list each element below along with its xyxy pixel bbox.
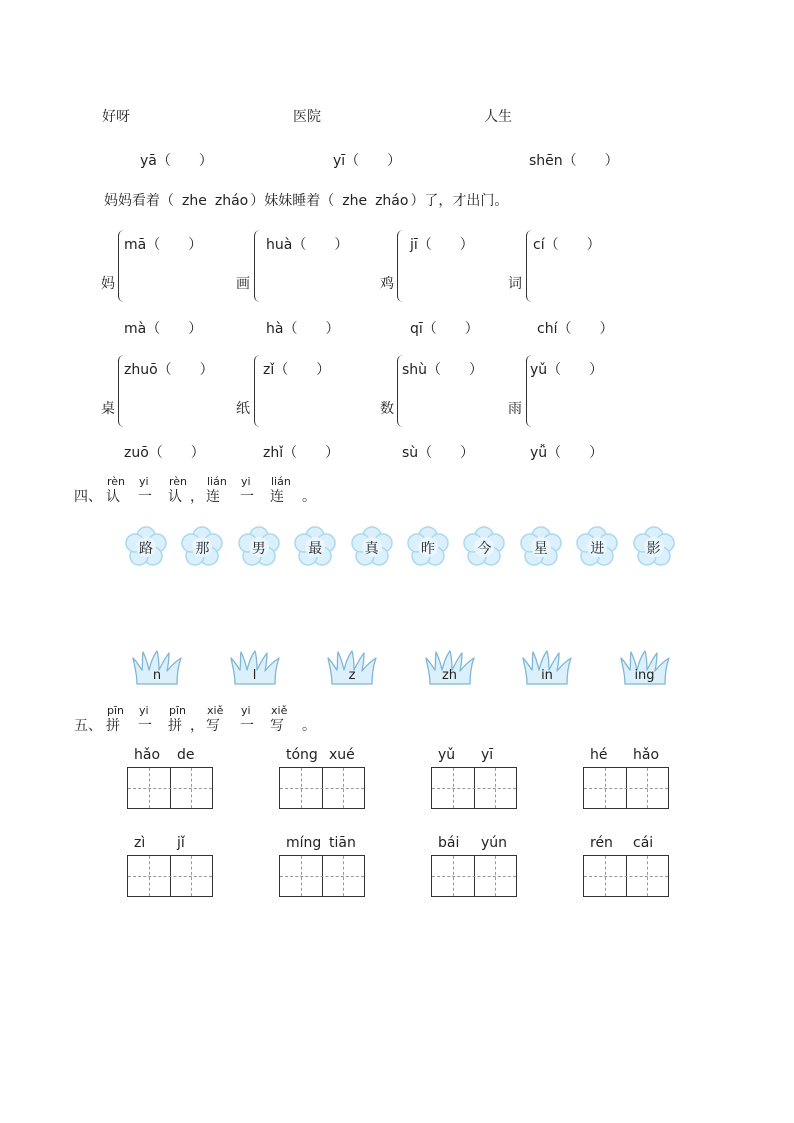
flower-card[interactable] — [180, 526, 224, 568]
box-pinyin: tiān — [329, 835, 356, 851]
flower-char: 星 — [533, 541, 548, 557]
brace — [254, 230, 261, 302]
writing-grid[interactable] — [431, 855, 517, 897]
writing-grid[interactable] — [279, 855, 365, 897]
title-char: 连 — [270, 489, 284, 505]
box-pinyin: yún — [481, 835, 508, 851]
box-pinyin: bái — [438, 835, 460, 851]
blank-zi[interactable]: zǐ（ ） — [263, 362, 331, 378]
option-zhao-1[interactable]: zháo — [214, 193, 249, 209]
option-zhe-1[interactable]: zhe — [182, 193, 207, 209]
grass-card[interactable] — [326, 650, 378, 690]
writing-grid[interactable] — [583, 855, 669, 897]
blank-ma4[interactable]: mà（ ） — [124, 321, 203, 337]
title-pinyin: yi — [139, 704, 149, 717]
grass-card[interactable] — [229, 650, 281, 690]
title-char: 。 — [302, 489, 316, 505]
flower-card[interactable] — [519, 526, 563, 568]
box-pinyin: rén — [590, 835, 613, 851]
blank-su[interactable]: sù（ ） — [402, 445, 475, 461]
title-char: 一 — [240, 718, 254, 734]
box-pinyin: hǎo — [633, 747, 660, 763]
title-char: 写 — [270, 718, 284, 734]
writing-grid[interactable] — [127, 767, 213, 809]
blank-zuo[interactable]: zuō（ ） — [124, 445, 205, 461]
blank-ha[interactable]: hà（ ） — [266, 321, 340, 337]
title-char: 连 — [206, 489, 220, 505]
char-ji: 鸡 — [380, 276, 394, 292]
char-yu: 雨 — [508, 401, 522, 417]
box-pinyin: jǐ — [177, 835, 185, 851]
flower-char: 今 — [477, 541, 492, 557]
flower-card[interactable] — [406, 526, 450, 568]
title-pinyin: lián — [207, 475, 227, 488]
writing-grid[interactable] — [127, 855, 213, 897]
grass-text: ing — [634, 668, 655, 683]
title-char: 一 — [240, 489, 254, 505]
flower-char: 真 — [364, 541, 379, 557]
title-pinyin: pīn — [107, 704, 125, 717]
blank-hua[interactable]: huà（ ） — [266, 237, 349, 253]
title-char: ， — [190, 718, 204, 734]
section5-number: 五、 — [74, 718, 102, 734]
title-char: 一 — [138, 489, 152, 505]
title-char: 。 — [302, 718, 316, 734]
brace — [254, 355, 261, 427]
title-char: 认 — [106, 489, 120, 505]
blank-yu3[interactable]: yǔ（ ） — [530, 362, 604, 378]
blank-yu-umlaut[interactable]: yǚ（ ） — [530, 445, 604, 461]
option-zhe-2[interactable]: zhe — [342, 193, 368, 209]
title-pinyin: rèn — [107, 475, 126, 488]
char-zhuo: 桌 — [101, 401, 115, 417]
flower-card[interactable] — [462, 526, 506, 568]
flower-char: 影 — [646, 541, 661, 557]
blank-chi[interactable]: chí（ ） — [537, 321, 614, 337]
title-pinyin: lián — [271, 475, 291, 488]
writing-grid[interactable] — [431, 767, 517, 809]
brace — [397, 230, 404, 302]
brace — [526, 230, 533, 302]
blank-shu[interactable]: shù（ ） — [402, 362, 484, 378]
flower-char: 男 — [251, 541, 266, 557]
flower-card[interactable] — [350, 526, 394, 568]
blank-qi[interactable]: qī（ ） — [410, 321, 479, 337]
section4-number: 四、 — [74, 489, 102, 505]
char-zhi: 纸 — [236, 401, 250, 417]
writing-grid[interactable] — [583, 767, 669, 809]
char-ci: 词 — [508, 276, 522, 292]
title-char: 拼 — [106, 718, 120, 734]
box-pinyin: tóng — [286, 747, 318, 763]
grass-text: l — [252, 668, 257, 683]
flower-card[interactable] — [575, 526, 619, 568]
blank-yi[interactable]: yī（ ） — [333, 153, 402, 169]
grass-text: z — [348, 668, 356, 683]
title-pinyin: xiě — [271, 704, 288, 717]
flower-char: 进 — [590, 541, 605, 557]
grass-text: in — [541, 668, 553, 683]
box-pinyin: yī — [481, 747, 494, 763]
grass-text: n — [152, 668, 162, 683]
flower-card[interactable] — [237, 526, 281, 568]
flower-card[interactable] — [124, 526, 168, 568]
flower-card[interactable] — [632, 526, 676, 568]
box-pinyin: cái — [633, 835, 654, 851]
sentence-part-c: ）了，才出门。 — [410, 193, 509, 209]
grass-card[interactable] — [131, 650, 183, 690]
blank-shen[interactable]: shēn（ ） — [529, 153, 619, 169]
flower-char: 昨 — [421, 541, 435, 557]
box-pinyin: de — [177, 747, 195, 763]
box-pinyin: hǎo — [134, 747, 161, 763]
blank-zhi[interactable]: zhǐ（ ） — [263, 445, 340, 461]
char-ma: 妈 — [101, 276, 115, 292]
box-pinyin: zì — [134, 835, 146, 851]
title-char: 拼 — [168, 718, 182, 734]
title-pinyin: pīn — [169, 704, 187, 717]
box-pinyin: míng — [286, 835, 322, 851]
flower-char: 最 — [308, 541, 323, 557]
writing-grid[interactable] — [279, 767, 365, 809]
blank-ya[interactable]: yā（ ） — [140, 153, 213, 169]
option-zhao-2[interactable]: zháo — [375, 193, 409, 209]
title-pinyin: yi — [139, 475, 149, 488]
word-yiyuan: 医院 — [293, 109, 321, 125]
word-haoya: 好呀 — [102, 109, 130, 125]
flower-char: 路 — [139, 541, 153, 557]
blank-ci[interactable]: cí（ ） — [533, 237, 601, 253]
title-char: 认 — [168, 489, 182, 505]
title-char: 一 — [138, 718, 152, 734]
title-pinyin: yi — [241, 704, 251, 717]
flower-card[interactable] — [293, 526, 337, 568]
blank-ma1[interactable]: mā（ ） — [124, 237, 203, 253]
blank-zhuo[interactable]: zhuō（ ） — [124, 362, 214, 378]
box-pinyin: xué — [329, 747, 355, 763]
flower-char: 那 — [195, 541, 210, 557]
char-hua: 画 — [236, 276, 250, 292]
grass-card[interactable] — [424, 650, 476, 690]
sentence — [104, 190, 508, 210]
box-pinyin: hé — [590, 747, 608, 763]
grass-text: zh — [441, 668, 458, 683]
char-shu: 数 — [380, 401, 394, 417]
title-pinyin: yi — [241, 475, 251, 488]
title-pinyin: rèn — [169, 475, 188, 488]
title-char: ， — [190, 489, 204, 505]
grass-card[interactable] — [619, 650, 671, 690]
sentence-part-a: 妈妈看着（ — [104, 193, 174, 209]
word-rensheng: 人生 — [484, 109, 512, 125]
box-pinyin: yǔ — [438, 747, 456, 763]
blank-ji[interactable]: jī（ ） — [410, 237, 474, 253]
title-pinyin: xiě — [207, 704, 224, 717]
title-char: 写 — [206, 718, 220, 734]
grass-card[interactable] — [521, 650, 573, 690]
sentence-part-b: ）妹妹睡着（ — [250, 193, 335, 209]
